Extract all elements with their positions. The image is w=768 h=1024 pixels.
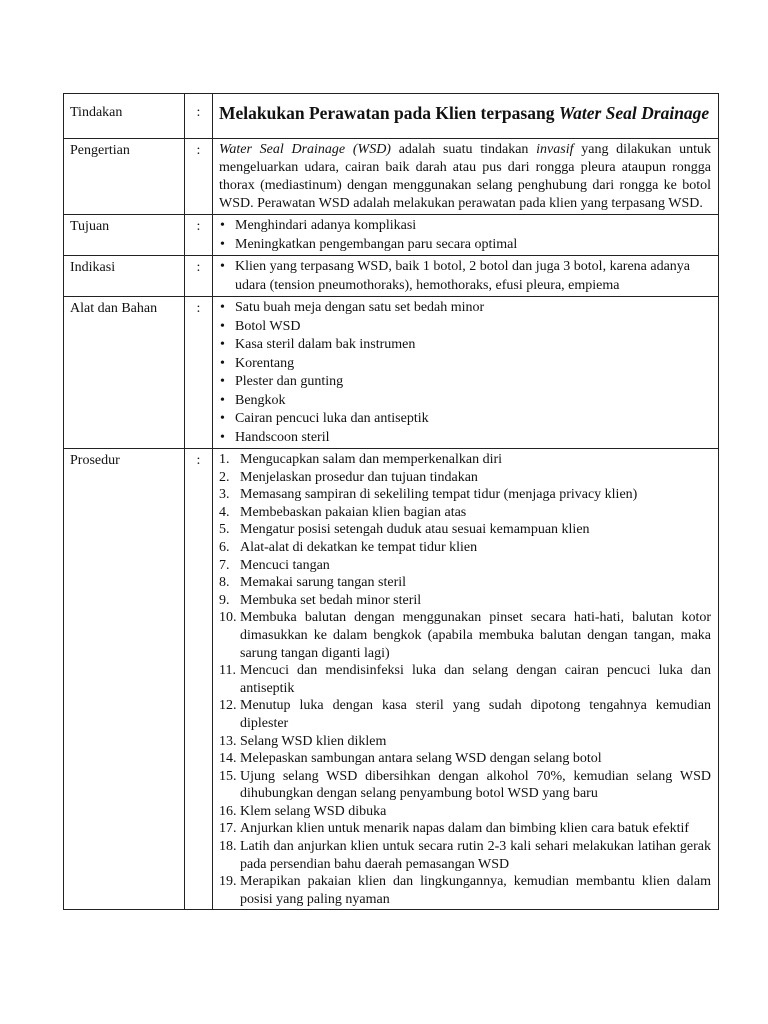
step-text: Selang WSD klien diklem <box>240 733 387 749</box>
list-item: • Botol WSD <box>219 318 711 337</box>
row-tindakan <box>64 94 719 139</box>
list-item <box>219 504 711 522</box>
list-item <box>219 873 711 908</box>
list-item: • Bengkok <box>219 392 711 411</box>
step-number: 2. <box>219 469 230 485</box>
indikasi-list <box>219 258 711 295</box>
list-item <box>219 539 711 557</box>
row-indikasi <box>64 256 719 297</box>
list-item: • Klien yang terpasang WSD, baik 1 botol, 2 botol dan juga 3 botol, karena adanya udara (tension pneumothoraks), hemothoraks, efusi pleura, empiema <box>219 258 711 295</box>
step-number: 15. <box>219 768 237 784</box>
step-text: Alat-alat di dekatkan ke tempat tidur klien <box>240 539 478 555</box>
step-number: 16. <box>219 803 237 819</box>
colon-tujuan: : <box>185 215 213 256</box>
colon-indikasi: : <box>185 256 213 297</box>
step-text: Mengucapkan salam dan memperkenalkan diri <box>240 452 503 467</box>
list-item <box>219 486 711 504</box>
step-number: 18. <box>219 839 237 855</box>
step-text: Anjurkan klien untuk menarik napas dalam dan bimbing klien cara batuk efektif <box>240 821 690 837</box>
step-number: 1. <box>219 452 230 467</box>
step-text: Menjelaskan prosedur dan tujuan tindakan <box>240 469 478 485</box>
step-text: Membuka balutan dengan menggunakan pinset secara hati-hati, balutan kotor dimasukkan ke dalam bengkok (apabila membuka balutan dengan tangan, maka sarung tangan diganti lagi) <box>240 610 711 661</box>
step-number: 7. <box>219 557 230 573</box>
step-number: 5. <box>219 522 230 538</box>
label-alat: Alat dan Bahan <box>64 297 185 449</box>
step-number: 12. <box>219 698 237 714</box>
step-text: Merapikan pakaian klien dan lingkungannya, kemudian membantu klien dalam posisi yang paling nyaman <box>240 874 711 907</box>
list-item <box>219 803 711 821</box>
pengertian-invasif: invasif <box>536 142 574 157</box>
list-item <box>219 697 711 732</box>
prosedur-list <box>219 451 711 908</box>
row-prosedur <box>64 449 719 910</box>
list-item <box>219 609 711 662</box>
step-text: Membebaskan pakaian klien bagian atas <box>240 504 467 520</box>
title-italic: Water Seal Drainage <box>558 103 710 123</box>
step-text: Ujung selang WSD dibersihkan dengan alkohol 70%, kemudian selang WSD dihubungkan dengan selang penyambung botol WSD yang baru <box>240 768 711 802</box>
list-item <box>219 838 711 873</box>
pengertian-text-2: yang dilakukan untuk mengeluarkan udara, cairan baik darah atau pus dari rongga pleura ataupun rongga thorax (mediastinum) dengan menggunakan selang penghubung dari rongga ke botol WSD. Perawatan WSD adalah melakukan perawatan pada klien yang terpasang WSD. <box>219 142 712 211</box>
title-main: Melakukan Perawatan pada Klien terpasang <box>219 103 559 123</box>
list-item: • Satu buah meja dengan satu set bedah minor <box>219 299 711 318</box>
row-pengertian <box>64 139 719 215</box>
prosedur-list-cell <box>213 449 719 910</box>
tujuan-list <box>219 217 711 254</box>
step-text: Melepaskan sambungan antara selang WSD dengan selang botol <box>240 751 602 767</box>
step-text: Mencuci tangan <box>240 557 330 573</box>
list-item <box>219 469 711 487</box>
colon-pengertian: : <box>185 139 213 215</box>
colon-tindakan: : <box>185 94 213 139</box>
pengertian-text-1: adalah suatu tindakan <box>390 142 537 157</box>
step-text: Mencuci dan mendisinfeksi luka dan selang dengan cairan pencuci luka dan antiseptik <box>240 663 711 696</box>
list-item <box>219 451 711 469</box>
title-cell <box>213 94 719 139</box>
step-number: 17. <box>219 821 237 837</box>
indikasi-list-cell <box>213 256 719 297</box>
label-tujuan: Tujuan <box>64 215 185 256</box>
label-indikasi: Indikasi <box>64 256 185 297</box>
tujuan-list-cell <box>213 215 719 256</box>
row-alat <box>64 297 719 449</box>
step-text: Memasang sampiran di sekeliling tempat tidur (menjaga privacy klien) <box>240 487 638 503</box>
list-item <box>219 574 711 592</box>
list-item: • Korentang <box>219 355 711 374</box>
colon-prosedur: : <box>185 449 213 910</box>
label-prosedur: Prosedur <box>64 449 185 910</box>
step-number: 11. <box>219 663 236 679</box>
step-number: 13. <box>219 733 237 749</box>
pengertian-text <box>213 139 719 215</box>
step-text: Mengatur posisi setengah duduk atau sesuai kemampuan klien <box>240 522 590 538</box>
list-item: • Menghindari adanya komplikasi <box>219 217 711 236</box>
list-item <box>219 557 711 575</box>
row-tujuan <box>64 215 719 256</box>
list-item <box>219 750 711 768</box>
sop-table <box>63 93 719 910</box>
step-text: Memakai sarung tangan steril <box>240 575 407 591</box>
step-number: 14. <box>219 751 237 767</box>
list-item: • Cairan pencuci luka dan antiseptik <box>219 410 711 429</box>
step-number: 19. <box>219 874 237 890</box>
step-number: 4. <box>219 504 230 520</box>
colon-alat: : <box>185 297 213 449</box>
step-number: 10. <box>219 610 237 626</box>
list-item <box>219 820 711 838</box>
step-text: Menutup luka dengan kasa steril yang sudah dipotong tengahnya kemudian diplester <box>240 698 711 731</box>
list-item: • Plester dan gunting <box>219 373 711 392</box>
list-item: • Kasa steril dalam bak instrumen <box>219 336 711 355</box>
document-title <box>219 96 711 124</box>
alat-list <box>219 299 711 447</box>
list-item <box>219 521 711 539</box>
step-text: Klem selang WSD dibuka <box>240 803 387 819</box>
list-item <box>219 662 711 697</box>
step-number: 3. <box>219 487 230 503</box>
alat-list-cell <box>213 297 719 449</box>
step-text: Latih dan anjurkan klien untuk secara rutin 2-3 kali sehari melakukan latihan gerak pada persendian bahu daerah pemasangan WSD <box>240 839 711 872</box>
list-item <box>219 592 711 610</box>
step-text: Membuka set bedah minor steril <box>240 592 422 608</box>
label-tindakan: Tindakan <box>64 94 185 139</box>
step-number: 9. <box>219 592 230 608</box>
label-pengertian: Pengertian <box>64 139 185 215</box>
step-number: 8. <box>219 575 230 591</box>
step-number: 6. <box>219 539 230 555</box>
pengertian-term: Water Seal Drainage (WSD) <box>219 142 391 157</box>
list-item <box>219 733 711 751</box>
list-item: • Meningkatkan pengembangan paru secara optimal <box>219 236 711 255</box>
list-item <box>219 768 711 803</box>
list-item: • Handscoon steril <box>219 429 711 448</box>
